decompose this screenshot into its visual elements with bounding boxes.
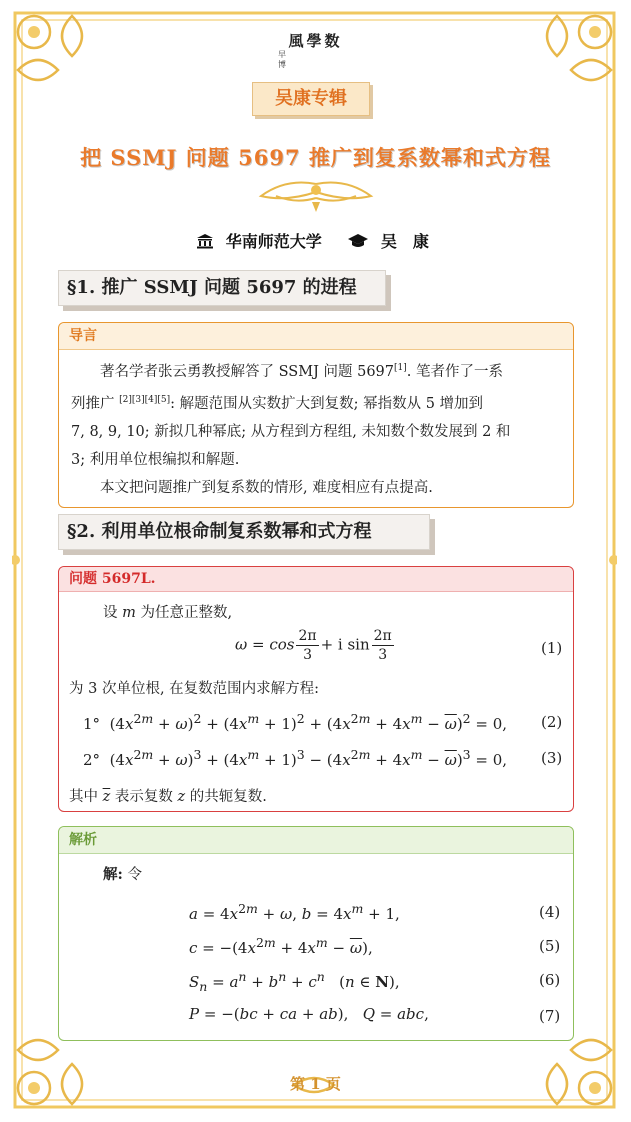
intro-text-5: 7, 8, 9, 10; 新拟几种幂底; 从方程到方程组, 未知数个数发展到 2 和 xyxy=(71,423,511,440)
eq-number-6: (6) xyxy=(539,971,561,989)
intro-text-3: 列推广 xyxy=(71,395,120,412)
introduction-text xyxy=(59,350,573,502)
frac-den-2: 3 xyxy=(378,647,388,663)
eq-number-7: (7) xyxy=(539,1007,561,1025)
problem-text-integer: 为任意正整数, xyxy=(140,605,233,621)
equation-6: $S_n = a^n + b^n + c^n$ (n ∈ N), xyxy=(189,969,400,994)
eq-number-4: (4) xyxy=(539,903,561,921)
solution-let: 令 xyxy=(127,867,142,883)
university-name: 华南师范大学 xyxy=(225,232,322,251)
intro-text-4: : 解题范围从实数扩大到复数; 幂指数从 5 增加到 xyxy=(170,395,484,412)
problem-text-set: 设 xyxy=(103,605,118,621)
equation-7: P = −(bc + ca + ab), Q = abc, xyxy=(189,1005,429,1023)
omega-sin: + i sin xyxy=(320,635,370,654)
eq-number-2: (2) xyxy=(541,713,563,731)
eq-number-5: (5) xyxy=(539,937,561,955)
intro-text-7: 本文把问题推广到复系数的情形, 难度相应有点提高. xyxy=(100,479,433,496)
affiliation-line xyxy=(0,229,631,252)
equation-3: 2° $(4x^{2m} + \omega)^3 + (4x^m + 1)^3 - (4x^{2m} + 4x^m - \overline{\omega})^3 = 0$, xyxy=(83,747,508,769)
problem-text-conjugate: 的共轭复数. xyxy=(189,789,267,805)
column-label: 吴康专辑 xyxy=(252,82,370,116)
introduction-box-title: 导言 xyxy=(59,323,573,350)
case-1-label: 1° xyxy=(83,715,101,733)
frac-num-1: 2π xyxy=(298,628,317,644)
problem-title: 问题 5697L. xyxy=(59,567,573,592)
problem-text-where: 其中 xyxy=(69,789,98,805)
graduation-cap-icon xyxy=(347,233,369,249)
journal-name: 風學数 xyxy=(288,32,343,50)
problem-line-2: 为 3 次单位根, 在复数范围内求解方程: xyxy=(69,681,320,697)
equation-5: $c = -(4x^{2m} + 4x^m - \overline{\omega})$, xyxy=(189,935,373,957)
equation-1 xyxy=(235,627,396,664)
introduction-box xyxy=(58,322,574,508)
intro-text-1: 著名学者张云勇教授解答了 SSMJ 问题 5697 xyxy=(100,363,394,380)
frac-num-2: 2π xyxy=(373,628,392,644)
section-1-heading: §1. 推广 SSMJ 问题 5697 的进程 xyxy=(58,270,386,306)
analysis-box-title: 解析 xyxy=(59,827,573,854)
frac-den-1: 3 xyxy=(303,647,312,663)
analysis-box xyxy=(58,826,574,1041)
page-number: 第 1 页 xyxy=(290,1075,341,1093)
solution-intro xyxy=(103,863,142,884)
ref-2-5: [2][3][4][5] xyxy=(119,394,171,405)
omega-cos: ω = cos xyxy=(235,635,295,654)
intro-text-2: . 笔者作了一系 xyxy=(406,363,503,380)
equation-2: 1° $(4x^{2m} + \omega)^2 + (4x^m + 1)^2 + (4x^{2m} + 4x^m - \overline{\omega})^2 = 0$, xyxy=(83,711,508,733)
problem-text-denotes: 表示复数 xyxy=(114,789,173,805)
problem-box xyxy=(58,566,574,812)
university-icon xyxy=(196,233,214,249)
eq-number-3: (3) xyxy=(541,749,563,767)
small-vertical-text: 早 博 xyxy=(278,50,286,69)
ref-1: [1] xyxy=(394,363,407,373)
title-ornament xyxy=(246,176,386,216)
case-2-label: 2° xyxy=(83,751,101,769)
section-2-heading: §2. 利用单位根命制复系数幂和式方程 xyxy=(58,514,430,550)
solution-label: 解: xyxy=(103,866,123,883)
problem-line-3: 其中 $\overline{z}$ 表示复数 z 的共轭复数. xyxy=(69,789,267,805)
eq-number-1: (1) xyxy=(541,639,563,657)
page-title: 把 SSMJ 问题 5697 推广到复系数幂和式方程 xyxy=(80,145,551,170)
intro-text-6: 3; 利用单位根编拟和解题. xyxy=(71,451,240,468)
author-name: 吴 康 xyxy=(380,232,429,251)
equation-4: $a = 4x^{2m} + \omega$, $b = 4x^m + 1$, xyxy=(189,901,400,923)
problem-line-1: 设 m 为任意正整数, xyxy=(103,605,233,621)
